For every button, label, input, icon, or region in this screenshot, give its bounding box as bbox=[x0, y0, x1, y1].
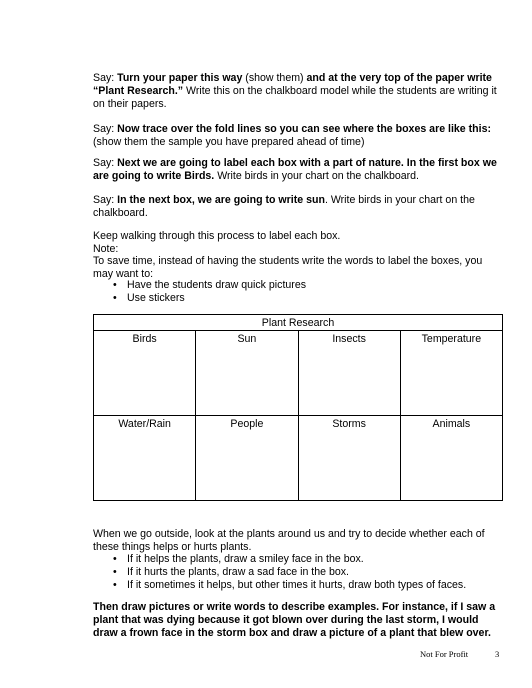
table-cell-people: People bbox=[196, 416, 298, 501]
list-item: • If it hurts the plants, draw a sad face in the box. bbox=[113, 566, 503, 579]
instruction-paragraph-7: When we go outside, look at the plants around us and try to decide whether each of these things helps or hurts plants. bbox=[93, 528, 485, 553]
note-label: Note: bbox=[93, 243, 119, 255]
bullet-list-1 bbox=[113, 279, 503, 305]
aside-text: (show them the sample you have prepared ahead of time) bbox=[93, 136, 365, 148]
say-label: Say: bbox=[93, 194, 118, 206]
plant-research-table bbox=[93, 314, 503, 501]
table-cell-birds: Birds bbox=[94, 331, 196, 416]
table-cell-temperature: Temperature bbox=[400, 331, 502, 416]
page-number: 3 bbox=[495, 649, 500, 659]
teacher-instruction: Write this on the chalkboard model while the students are writing it on their papers. bbox=[93, 85, 497, 110]
instruction-paragraph-3 bbox=[93, 157, 503, 183]
list-item: • If it helps the plants, draw a smiley face in the box. bbox=[113, 553, 503, 566]
table-cell-insects: Insects bbox=[298, 331, 400, 416]
table-cell-animals: Animals bbox=[400, 416, 502, 501]
bullet-list-2 bbox=[113, 553, 503, 592]
instruction-paragraph-4 bbox=[93, 194, 503, 220]
bold-instruction: Then draw pictures or write words to describe examples. For instance, if I saw a plant that was dying because it got blown over during the last storm, I would draw a frown face in the storm box and draw a picture of a plant that blew over. bbox=[93, 601, 496, 639]
say-text: Turn your paper this way bbox=[117, 72, 243, 84]
table-title: Plant Research bbox=[94, 315, 503, 331]
teacher-instruction: . Write birds in your chart on the chalkboard. bbox=[93, 194, 475, 219]
table-row bbox=[94, 331, 503, 416]
instruction-paragraph-5: Keep walking through this process to label each box. bbox=[93, 230, 341, 242]
table-cell-sun: Sun bbox=[196, 331, 298, 416]
instruction-paragraph-6: To save time, instead of having the students write the words to label the boxes, you may want to: bbox=[93, 255, 483, 280]
say-text: In the next box, we are going to write sun bbox=[117, 194, 325, 206]
say-label: Say: bbox=[93, 157, 118, 169]
say-text: Next we are going to label each box with a part of nature. In the first box we are going to write Birds. bbox=[93, 157, 497, 182]
list-item: • If it sometimes it helps, but other times it hurts, draw both types of faces. bbox=[113, 579, 503, 592]
instruction-paragraph-2 bbox=[93, 123, 503, 149]
say-label: Say: bbox=[93, 123, 118, 135]
say-label: Say: bbox=[93, 72, 118, 84]
instruction-paragraph-1 bbox=[93, 72, 503, 111]
table-row bbox=[94, 416, 503, 501]
table-cell-storms: Storms bbox=[298, 416, 400, 501]
list-item: • Have the students draw quick pictures bbox=[113, 279, 503, 292]
footer-text: Not For Profit bbox=[420, 649, 469, 659]
say-text: Now trace over the fold lines so you can see where the boxes are like this: bbox=[117, 123, 492, 135]
aside-text: (show them) bbox=[242, 72, 307, 84]
say-text: and at the very top of the paper write “Plant Research.” bbox=[93, 72, 492, 97]
teacher-instruction: Write birds in your chart on the chalkboard. bbox=[214, 170, 419, 182]
list-item: • Use stickers bbox=[113, 292, 503, 305]
table-cell-water-rain: Water/Rain bbox=[94, 416, 196, 501]
instruction-paragraph-8 bbox=[93, 601, 503, 640]
